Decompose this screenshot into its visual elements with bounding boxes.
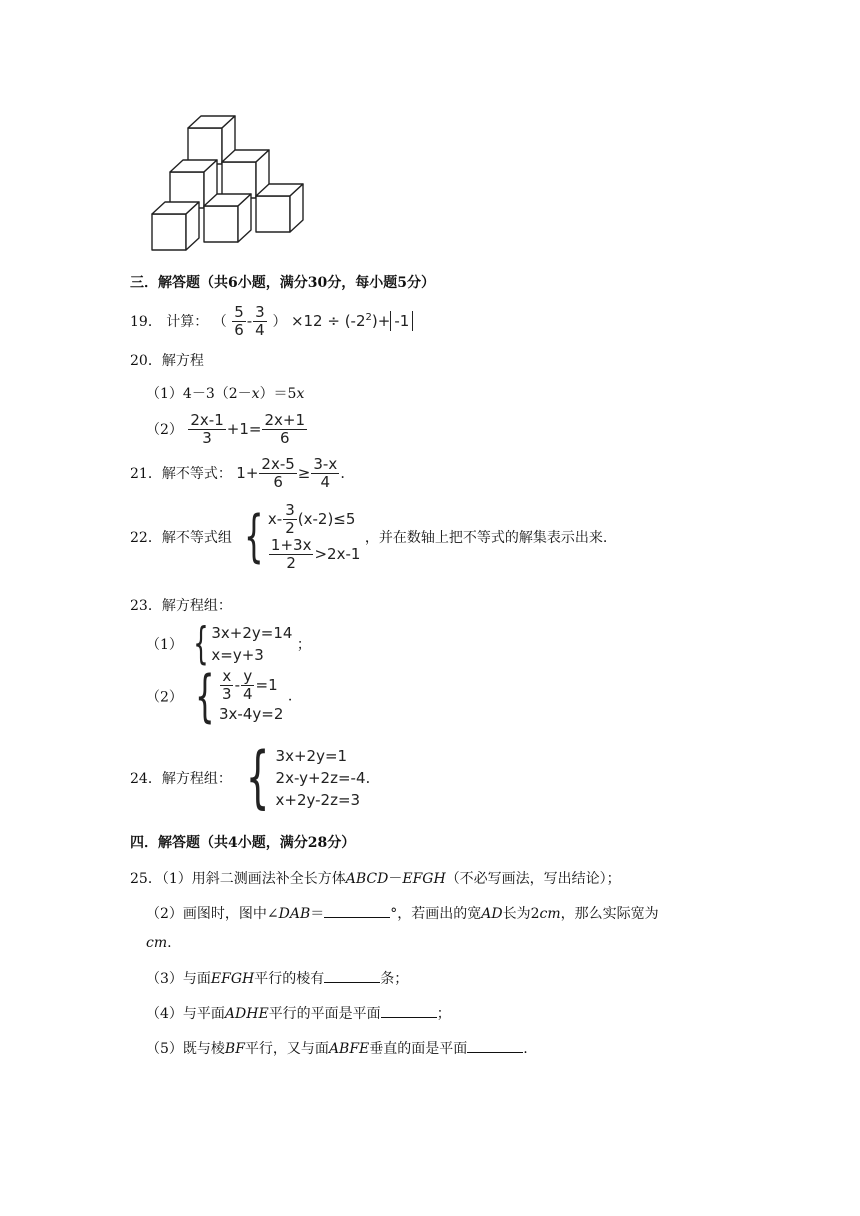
cube-stack-figure [148,112,310,257]
question-20-part-1: （1）4－3（2－x）＝5x [146,386,305,402]
answer-blank[interactable] [324,982,380,983]
question-21: 21．解不等式： 1+ $\frac{2x-5}{6}$ ≥ $\frac{3-x}{4}$ . [130,455,345,491]
inequality-system: { x- $\frac{3}{2}$ (x-2)≤5 $\frac{1+3x}{2}$ >2x-1 [244,501,361,572]
section-4-title: 四．解答题（共4小题，满分28分） [130,835,356,851]
cube-bottom-2 [204,194,251,242]
answer-blank[interactable] [381,1017,437,1018]
question-23-part-2: （2） { $\frac{x}{3}$ - $\frac{y}{4}$ =1 3x-4y=2 . [146,663,293,729]
question-25-part-4: （4）与平面ADHE平行的平面是平面 ； [146,1006,451,1022]
question-23-title: 23．解方程组： [130,598,232,614]
answer-blank[interactable] [324,917,390,918]
question-25-part-5: （5）既与棱BF平行，又与面ABFE垂直的面是平面 . [146,1041,528,1057]
question-20-part-2: （2） $\frac{2x-1}{3}$ +1= $\frac{2x+1}{6}$ [146,411,305,447]
question-25-part-2-cont: cm. [146,935,172,951]
question-20-title: 20．解方程 [130,353,204,369]
cube-bottom-1 [152,202,199,250]
question-number: 19． [130,314,162,330]
question-25-part-2: （2）画图时，图中∠DAB＝ °，若画出的宽AD长为2cm，那么实际宽为 [146,906,659,922]
question-24: 24．解方程组： { 3x+2y=1 2x-y+2z=-4. x+2y-2z=3 [130,738,371,817]
question-23-part-1: （1） { 3x+2y=14 x=y+3 ； [146,618,311,669]
question-22: 22．解不等式组 { x- $\frac{3}{2}$ (x-2)≤5 $\frac{1+3x}{2}$ >2x-1 ，并在数轴上把不等式的解集表示出来. [130,501,608,572]
question-25-part-3: （3）与面EFGH平行的棱有 条； [146,971,409,987]
question-19: 19． 计算： （ $\frac{5}{6}$ - $\frac{3}{4}$ ） $\times 12 \div (-2^2)+ -1$ [130,304,413,339]
answer-blank[interactable] [467,1052,523,1053]
section-3-title: 三．解答题（共6小题，满分30分，每小题5分） [130,275,435,291]
cube-bottom-3 [256,184,303,232]
question-25-part-1: 25．（1）用斜二测画法补全长方体ABCD－EFGH（不必写画法，写出结论）； [130,871,621,887]
